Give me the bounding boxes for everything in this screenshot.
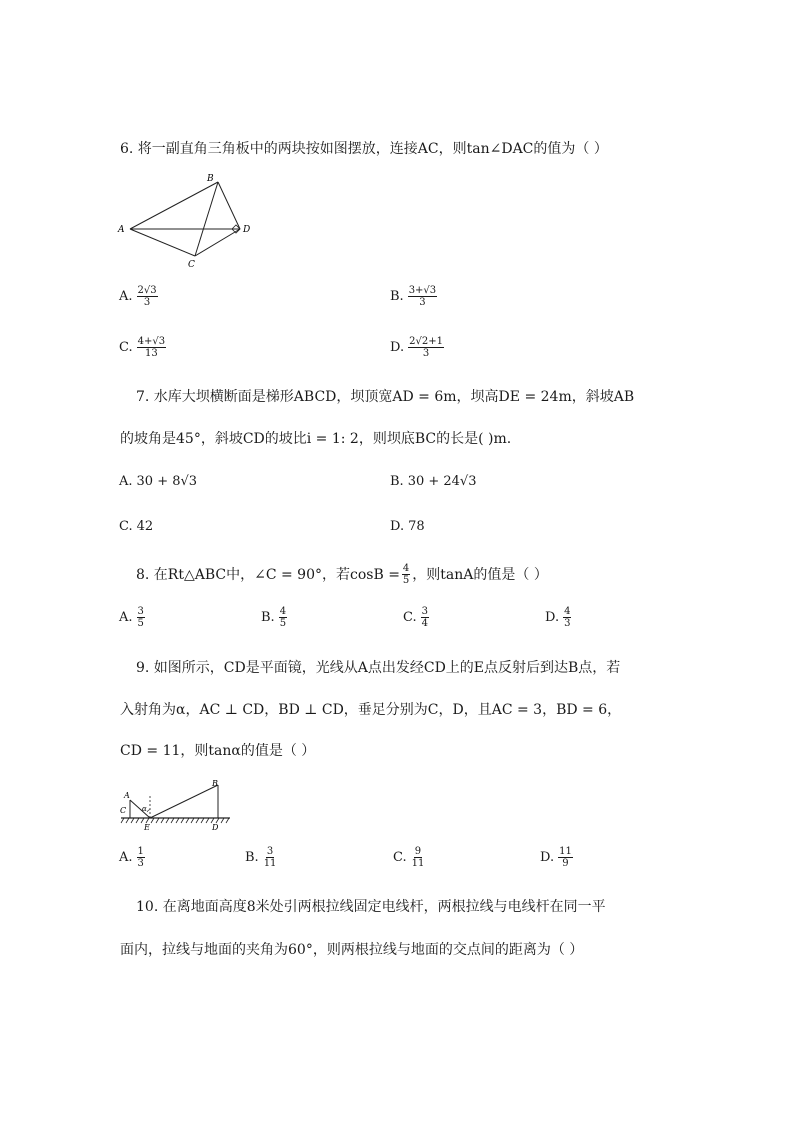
q6-label-c: C bbox=[188, 260, 195, 270]
q7-option-c[interactable] bbox=[119, 519, 153, 535]
q9-stem-line1: 9. 如图所示，CD是平面镜，光线从A点出发经CD上的E点反射后到达B点，若 bbox=[136, 660, 621, 676]
option-fraction: $\frac{2√2+1}{3}$ bbox=[409, 336, 443, 359]
q8-stem-fraction: $\frac{4}{5}$ bbox=[402, 563, 410, 586]
option-label: C. bbox=[119, 339, 133, 355]
q9-angle-arc bbox=[147, 810, 150, 812]
option-fraction: $\frac{9}{11}$ bbox=[411, 846, 425, 869]
option-label: D. bbox=[545, 609, 560, 625]
q8-option-d[interactable] bbox=[545, 606, 571, 629]
q8-option-a[interactable] bbox=[119, 606, 145, 629]
option-label: B. bbox=[261, 609, 275, 625]
q6-line-bd bbox=[218, 182, 240, 229]
q6-line-ac bbox=[130, 229, 195, 256]
q9-option-d[interactable] bbox=[540, 846, 573, 869]
q10-stem-line1: 10. 在离地面高度8米处引两根拉线固定电线杆，两根拉线与电线杆在同一平 bbox=[136, 899, 606, 915]
q8-stem-after: ，则tanA的值是（ ） bbox=[412, 566, 548, 583]
q6-option-c[interactable] bbox=[119, 336, 166, 359]
q9-option-c[interactable] bbox=[393, 846, 425, 869]
q7-option-b[interactable] bbox=[390, 474, 476, 490]
q9-label-a: A bbox=[124, 791, 130, 800]
q6-figure bbox=[115, 170, 260, 272]
q9-label-alpha: α bbox=[142, 805, 147, 813]
option-fraction: $\frac{3}{11}$ bbox=[263, 846, 277, 869]
q7-stem-line1: 7. 水库大坝横断面是梯形ABCD，坝顶宽AD = 6m，坝高DE = 24m，斜坡AB bbox=[136, 389, 635, 405]
q9-figure bbox=[118, 778, 233, 834]
q6-option-d[interactable] bbox=[390, 336, 444, 359]
q6-label-d: D bbox=[243, 225, 251, 235]
q9-label-b: B bbox=[212, 779, 218, 788]
option-text: 78 bbox=[408, 519, 425, 534]
option-label: A. bbox=[119, 288, 133, 304]
q9-line-eb bbox=[150, 785, 218, 818]
option-label: B. bbox=[245, 849, 259, 865]
option-text: 30 + 8√3 bbox=[136, 474, 198, 489]
q6-line-ab bbox=[130, 182, 218, 229]
q7-option-d[interactable] bbox=[390, 519, 425, 535]
option-label: C. bbox=[393, 849, 407, 865]
q6-line-bc bbox=[195, 182, 218, 256]
q9-stem-line2: 入射角为α，AC ⊥ CD，BD ⊥ CD，垂足分别为C，D，且AC = 3，BD = 6， bbox=[120, 702, 622, 718]
q8-option-c[interactable] bbox=[403, 606, 429, 629]
option-fraction: $\frac{4+√3}{13}$ bbox=[137, 336, 166, 359]
option-label: D. bbox=[390, 339, 405, 355]
option-fraction: $\frac{4}{3}$ bbox=[564, 606, 571, 629]
option-text: 30 + 24√3 bbox=[407, 474, 477, 489]
option-label: A. bbox=[119, 849, 133, 865]
q6-stem: 6. 将一副直角三角板中的两块按如图摆放，连接AC，则tan∠DAC的值为（ ） bbox=[120, 141, 608, 157]
q7-stem-line2: 的坡角是45°，斜坡CD的坡比i = 1: 2，则坝底BC的长是( )m. bbox=[120, 431, 512, 447]
option-text: 42 bbox=[136, 519, 154, 534]
q9-option-a[interactable] bbox=[119, 846, 145, 869]
option-fraction: $\frac{2√3}{3}$ bbox=[137, 285, 157, 308]
q7-option-a[interactable] bbox=[119, 474, 197, 490]
option-label: A. bbox=[119, 609, 133, 625]
option-label: C. bbox=[119, 519, 133, 534]
q6-option-a[interactable] bbox=[119, 285, 158, 308]
q9-line-ae bbox=[130, 800, 150, 818]
q6-label-a: A bbox=[118, 225, 125, 235]
q9-option-b[interactable] bbox=[245, 846, 277, 869]
option-fraction: $\frac{3}{4}$ bbox=[421, 606, 428, 629]
option-label: D. bbox=[390, 519, 405, 534]
q10-stem-line2: 面内，拉线与地面的夹角为60°，则两根拉线与地面的交点间的距离为（ ） bbox=[120, 942, 584, 958]
option-label: C. bbox=[403, 609, 417, 625]
q6-option-b[interactable] bbox=[390, 285, 437, 308]
option-label: B. bbox=[390, 288, 404, 304]
q8-option-b[interactable] bbox=[261, 606, 287, 629]
option-fraction: $\frac{3}{5}$ bbox=[137, 606, 144, 629]
option-fraction: $\frac{4}{5}$ bbox=[279, 606, 287, 629]
option-fraction: $\frac{1}{3}$ bbox=[137, 846, 144, 869]
option-fraction: $\frac{11}{9}$ bbox=[559, 846, 572, 869]
option-label: B. bbox=[390, 474, 404, 489]
q9-label-e: E bbox=[144, 823, 150, 832]
q9-label-c: C bbox=[120, 806, 127, 815]
q9-label-d: D bbox=[212, 823, 219, 832]
q6-label-b: B bbox=[207, 174, 214, 184]
q9-stem-line3: CD = 11，则tanα的值是（ ） bbox=[120, 743, 316, 759]
q8-stem-before: 8. 在Rt△ABC中，∠C = 90°，若cosB = bbox=[136, 566, 400, 583]
q8-stem bbox=[136, 563, 548, 586]
option-fraction: $\frac{3+√3}{3}$ bbox=[408, 285, 437, 308]
option-label: D. bbox=[540, 849, 555, 865]
option-label: A. bbox=[119, 474, 133, 489]
